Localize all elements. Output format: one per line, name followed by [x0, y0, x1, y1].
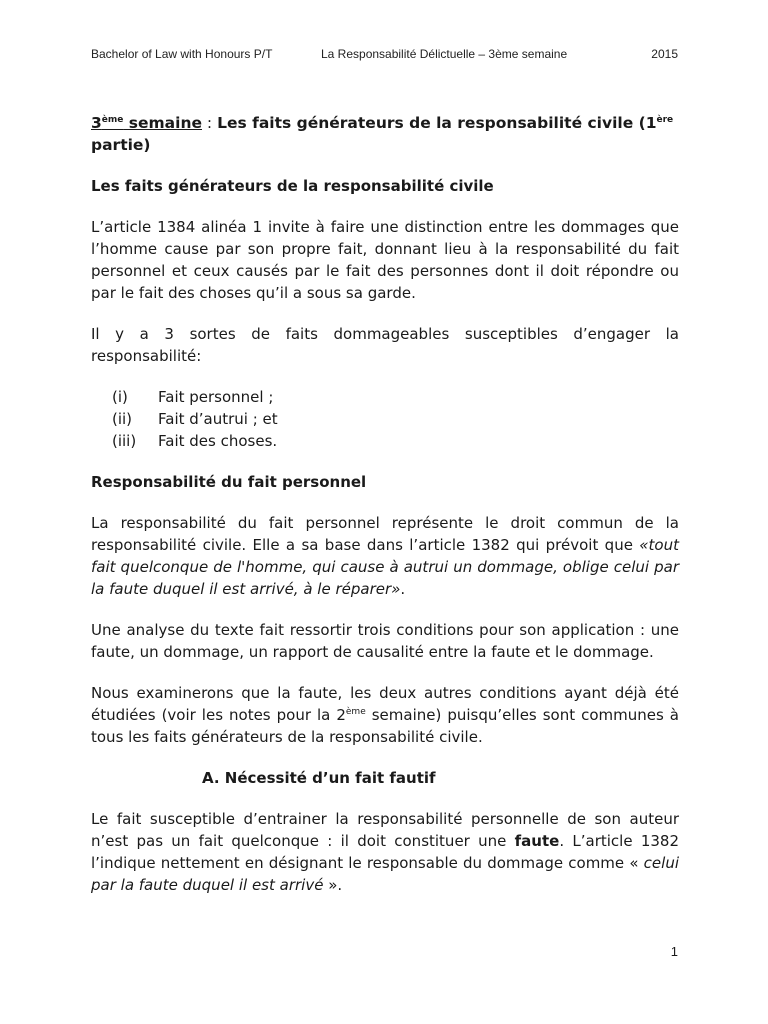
title-colon: : — [202, 114, 218, 132]
paragraph-trois-sortes: Il y a 3 sortes de faits dommageables susceptibles d’engager la responsabilité: — [91, 325, 679, 365]
section-heading-faits-generateurs: Les faits générateurs de la responsabilité civile — [91, 177, 494, 195]
paragraph-text-middle: . L’article 1382 l’indique nettement en désignant le responsable du dommage comme « — [91, 832, 680, 872]
title-part: partie) — [91, 136, 151, 154]
paragraph-examinerons — [91, 682, 679, 748]
header-topic: La Responsabilité Délictuelle – 3ème semaine — [321, 47, 568, 61]
paragraph-article-1384: L’article 1384 alinéa 1 invite à faire une distinction entre les dommages que l’homme cause par son propre fait, donnant lieu à la responsabilité du fait personnel et ceux causés par le fait des personnes dont il doit répondre ou par le fait des choses qu’il a sous sa garde. — [91, 218, 679, 302]
title-part-superscript: ère — [656, 114, 674, 125]
article-1382-quote: «tout fait quelconque de l'homme, qui cause à autrui un dommage, oblige celui par la faute duquel il est arrivé, à le réparer» — [91, 536, 679, 598]
document-body — [91, 112, 679, 915]
title-week-number: 3 — [91, 114, 102, 132]
paragraph-text-end: semaine) puisqu’elles sont communes à tous les faits générateurs de la responsabilité civile. — [91, 706, 679, 746]
list-item — [112, 430, 679, 452]
paragraph-trois-conditions: Une analyse du texte fait ressortir trois conditions pour son application : une faute, un dommage, un rapport de causalité entre la faute et le dommage. — [91, 621, 679, 661]
italic-quote: celui par la faute duquel il est arrivé — [91, 854, 679, 894]
header-course-title: Bachelor of Law with Honours P/T — [91, 47, 273, 61]
title-week-superscript: ème — [101, 114, 124, 125]
paragraph-text: La responsabilité du fait personnel représente le droit commun de la responsabilité civile. Elle a sa base dans l’article 1382 qui prévoit que — [91, 514, 679, 554]
list-item-number: (iii) — [112, 432, 137, 450]
paragraph-text-end: . — [400, 580, 406, 598]
title-week — [91, 114, 202, 132]
header-year: 2015 — [651, 47, 678, 61]
list-item — [112, 408, 679, 430]
section-heading-fait-fautif: A. Nécessité d’un fait fautif — [202, 769, 436, 787]
list-item-text: Fait personnel ; — [158, 388, 274, 406]
list-item-number: (ii) — [112, 410, 133, 428]
paragraph-text: Nous examinerons que la faute, les deux autres conditions ayant déjà été étudiées (voir les notes pour la 2 — [91, 684, 679, 724]
list-item — [112, 386, 679, 408]
paragraph-article-1382 — [91, 512, 679, 600]
list-item-number: (i) — [112, 388, 128, 406]
page-number: 1 — [670, 944, 678, 959]
list-item-text: Fait des choses. — [158, 432, 278, 450]
bold-term-faute: faute — [514, 832, 560, 850]
list-item-text: Fait d’autrui ; et — [158, 410, 278, 428]
paragraph-text-end: ». — [323, 876, 343, 894]
title-text: Les faits générateurs de la responsabilité civile (1 — [217, 114, 657, 132]
document-title — [91, 112, 679, 156]
paragraph-faute — [91, 808, 679, 896]
faits-dommageables-list — [112, 386, 679, 452]
paragraph-text: Le fait susceptible d’entrainer la responsabilité personnelle de son auteur n’est pas un fait quelconque : il doit constituer une — [91, 810, 679, 850]
title-week-word: semaine — [123, 114, 202, 132]
section-heading-fait-personnel: Responsabilité du fait personnel — [91, 473, 367, 491]
superscript: ème — [345, 707, 366, 717]
